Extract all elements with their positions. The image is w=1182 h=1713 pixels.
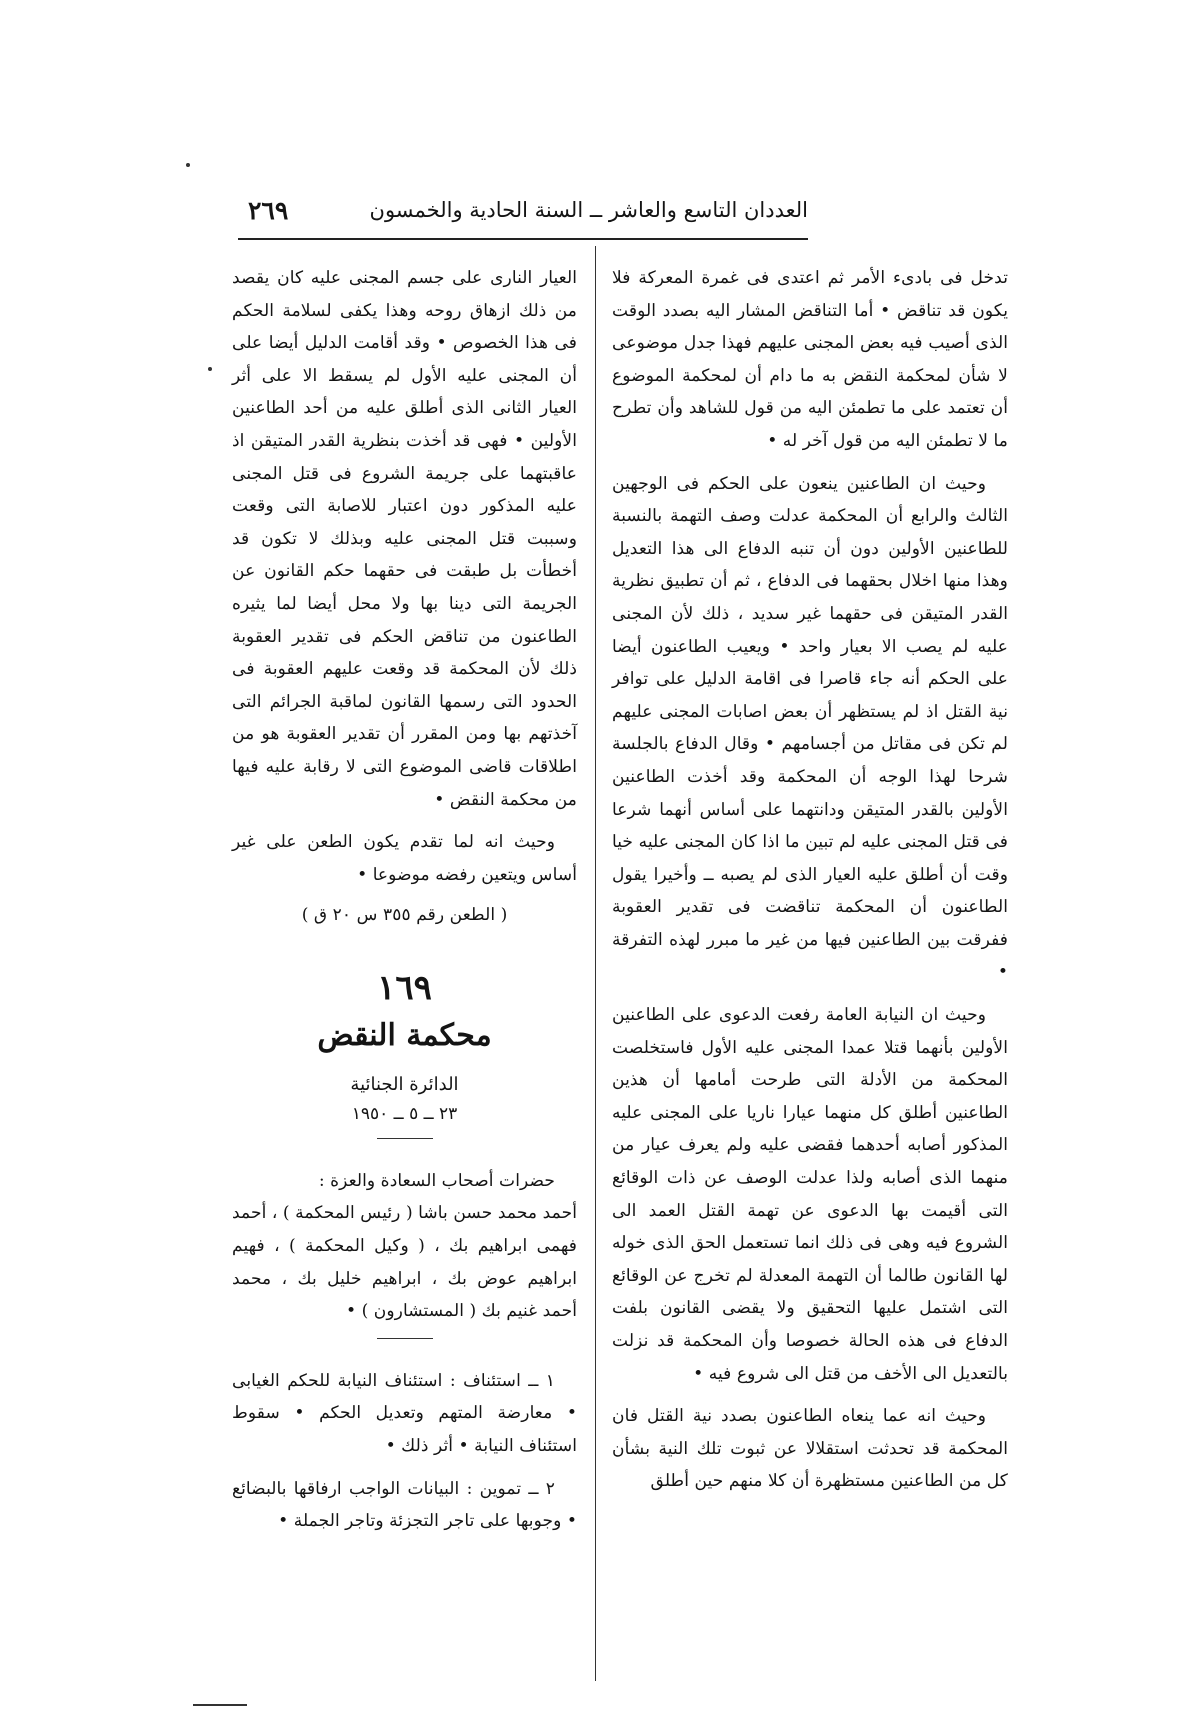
case-citation: ( الطعن رقم ٣٥٥ س ٢٠ ق ) [301, 905, 508, 926]
column-divider [595, 246, 596, 1681]
paragraph: وحيث انه عما ينعاه الطاعنون بصدد نية القتل فان المحكمة قد تحدثت استقلالا عن ثبوت تلك النية بشأن كل من الطاعنين مستظهرة أن كلا منهم حين أطلق [612, 1406, 1008, 1492]
paragraph: وحيث ان الطاعنين ينعون على الحكم فى الوجهين الثالث والرابع أن المحكمة عدلت وصف التهمة بالنسبة للطاعنين الأولين دون أن تنبه الدفاع الى هذا التعديل وهذا منها اخلال بحقهما فى الدفاع ، ثم أن تطبيق نظرية القدر المتيقن فى حقهما غير سديد ، ذلك لأن المجنى عليه لم يصب الا بعيار واحد • ويعيب الطاعنون أيضا على الحكم أنه جاء قاصرا فى اقامة الدليل على توافر نية القتل اذ لم يستظهر أن بعض اصابات المجنى عليهم لم تكن فى مقاتل من أجسامهم • وقال الدفاع بالجلسة شرحا لهذا الوجه أن المحكمة وقد أخذت الطاعنين الأولين بالقدر المتيقن ودانتهما على أساس أنهما شرعا فى قتل المجنى عليه لم تبين ما اذا كان المجنى عليه خيا وقت أن أطلق عليه العيار الذى لم يصبه ــ وأخيرا يقول الطاعنون أن المحكمة تناقضت فى تقدير العقوبة ففرقت بين الطاعنين فيها من غير ما مبرر لهذه التفرقة • [612, 473, 1008, 983]
paragraph: تدخل فى بادىء الأمر ثم اعتدى فى غمرة المعركة فلا يكون قد تناقض • أما التناقض المشار اليه بصدد الوقت الذى أصيب فيه بعض المجنى عليهم فهذا جدل موضوعى لا شأن لمحكمة النقض به ما دام أن لمحكمة الموضوع أن تعتمد على ما تطمئن اليه من قول للشاهد وأن تطرح ما لا تطمئن اليه من قول آخر له • [612, 268, 1008, 451]
court-name: محكمة النقض [317, 1017, 492, 1053]
section-divider [377, 1138, 433, 1139]
running-head-title: العددان التاسع والعاشر ــ السنة الحادية والخمسون [369, 198, 808, 222]
footer-rule [193, 1704, 247, 1706]
scan-speck [186, 163, 190, 167]
ruling-number: ١٦٩ [377, 967, 432, 1008]
headnote: ١ ــ استئناف : استئناف النيابة للحكم الغيابى • معارضة المتهم وتعديل الحكم • سقوط استئناف النيابة • أثر ذلك • [232, 1370, 577, 1457]
header-rule [238, 238, 808, 240]
paragraph: العيار النارى على جسم المجنى عليه كان يقصد من ذلك ازهاق روحه وهذا يكفى لسلامة الحكم فى هذا الخصوص • وقد أقامت الدليل أيضا على أن المجنى عليه الأول لم يسقط الا على أثر العيار الثانى الذى أطلق عليه من أحد الطاعنين الأولين • فهى قد أخذت بنظرية القدر المتيقن اذ عاقبتهما على جريمة الشروع فى قتل المجنى عليه المذكور دون اعتبار للاصابة التى وقعت وسببت قتل المجنى عليه وبذلك لا تكون قد أخطأت بل طبقت فى حقهما حكم القانون عن الجريمة التى دينا بها ولا محل أيضا لما يثيره الطاعنون من تناقض الحكم فى تقدير العقوبة ذلك لأن المحكمة قد وقعت عليهم العقوبة فى الحدود التى رسمها القانون لماقبة الجرائم التى آخذتهم بها ومن المقرر أن تقدير العقوبة هو من اطلاقات قاضى الموضوع التى لا رقابة عليه فيها من محكمة النقض • [232, 268, 577, 810]
running-head [248, 198, 808, 232]
circuit-name: الدائرة الجنائية [350, 1073, 459, 1095]
scan-speck [208, 367, 212, 371]
attendees-list: أحمد محمد حسن باشا ( رئيس المحكمة ) ، أحمد فهمى ابراهيم بك ، ( وكيل المحكمة ) ، فهيم ابراهيم عوض بك ، ابراهيم خليل بك ، محمد أحمد غنيم بك ( المستشارون ) • [232, 1203, 577, 1322]
headnote: ٢ ــ تموين : البيانات الواجب ارفاقها بالبضائع • وجوبها على تاجر التجزئة وتاجر الجملة • [232, 1478, 577, 1532]
left-column [232, 262, 577, 1538]
right-column [612, 262, 1008, 1498]
paragraph: وحيث انه لما تقدم يكون الطعن على غير أساس ويتعين رفضه موضوعا • [232, 832, 577, 885]
section-divider [377, 1338, 433, 1339]
ruling-date: ٢٣ ــ ٥ ــ ١٩٥٠ [351, 1103, 458, 1124]
attendees-heading: حضرات أصحاب السعادة والعزة : [318, 1170, 555, 1191]
paragraph: وحيث ان النيابة العامة رفعت الدعوى على الطاعنين الأولين بأنهما قتلا عمدا المجنى عليه الأول فاستخلصت المحكمة من الأدلة التى طرحت أمامها أن هذين الطاعنين أطلق كل منهما عيارا ناريا على المجنى عليه المذكور أصابه أحدهما فقضى عليه ولم يعرف عيار من منهما الذى أصابه ولذا عدلت الوصف عن ذات الوقائع التى أقيمت بها الدعوى عن تهمة القتل العمد الى الشروع فيه وهى فى ذلك انما تستعمل الحق الذى خوله لها القانون طالما أن التهمة المعدلة لم تخرج عن الوقائع التى اشتمل عليها التحقيق ولا يقضى القانون بلفت الدفاع فى هذه الحالة خصوصا وأن المحكمة قد نزلت بالتعديل الى الأخف من قتل الى شروع فيه • [612, 1005, 1008, 1384]
page-number: ٢٦٩ [248, 196, 289, 225]
